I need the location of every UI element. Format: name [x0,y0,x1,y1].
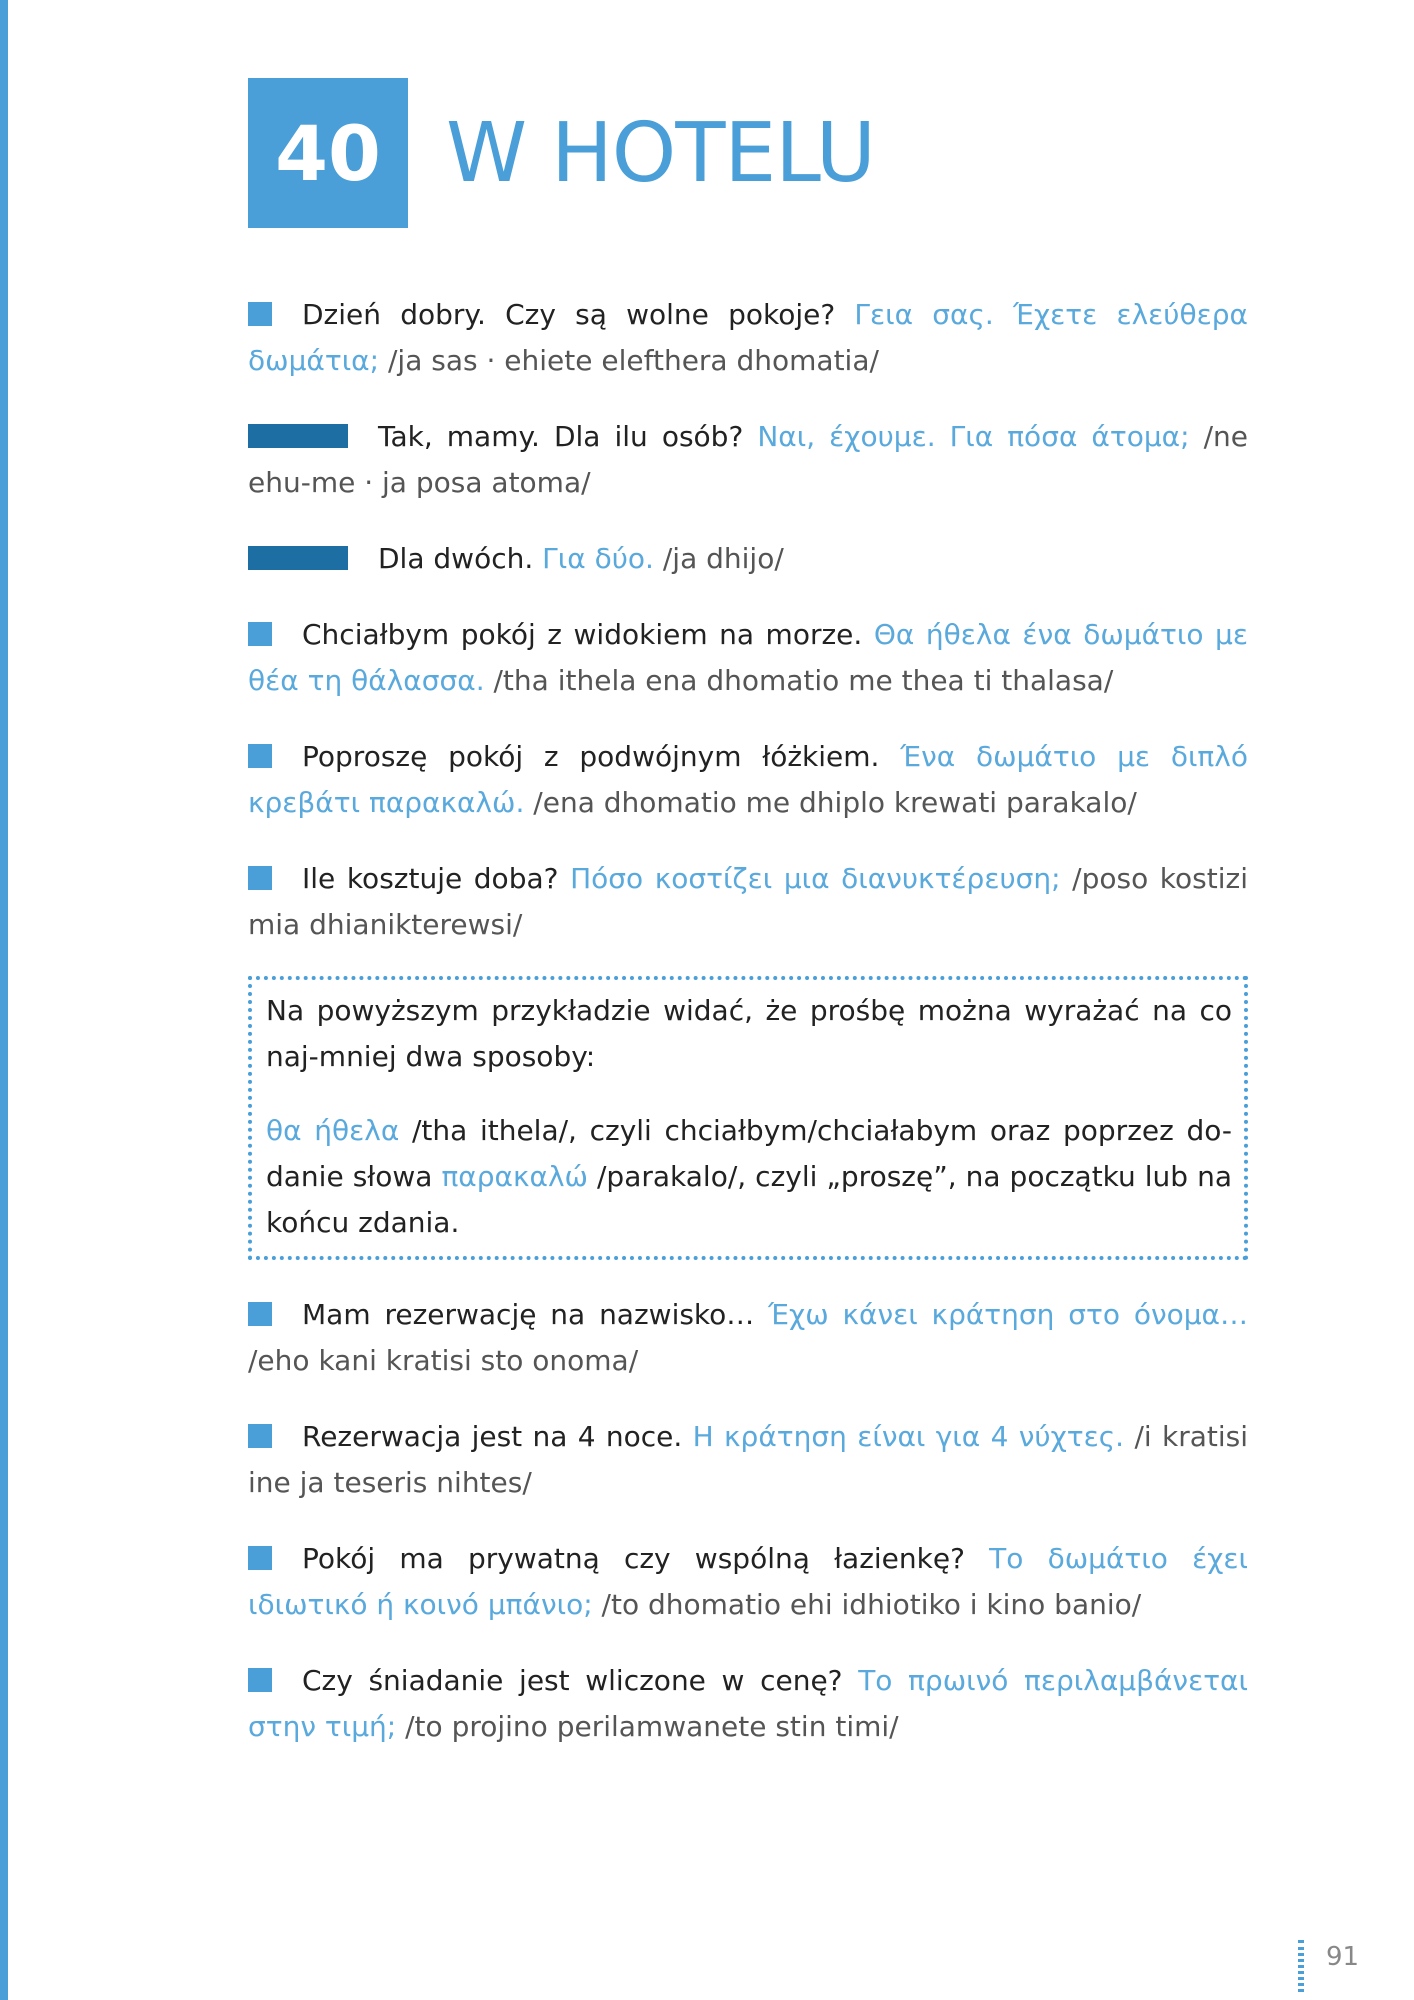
chapter-number: 40 [248,78,408,228]
greek-text: Η κράτηση είναι για 4 νύχτες. [692,1420,1125,1453]
bullet-square-icon [248,744,272,768]
phrase-entry [248,612,1248,704]
left-edge-rule [0,0,8,2000]
polish-text: Poproszę pokój z podwójnym łóżkiem. [302,740,880,773]
phrase-list [248,292,1248,1780]
note-text: /tha ithela/, czyli chciałbym/chciałabym oraz poprzez do-danie słowa [266,1114,1233,1193]
polish-text: Rezerwacja jest na 4 noce. [302,1420,683,1453]
note-text: /parakalo/, czyli „proszę”, na początku lub na końcu zdania. [266,1160,1232,1239]
bullet-square-icon [248,1302,272,1326]
polish-text: Czy śniadanie jest wliczone w cenę? [302,1664,843,1697]
polish-text: Ile kosztuje doba? [302,862,559,895]
bullet-square-icon [248,302,272,326]
greek-text: θα ήθελα [266,1114,400,1147]
chapter-title: W HOTELU [446,105,875,201]
greek-text: Έχω κάνει κράτηση στο όνομα… [768,1298,1248,1331]
phrase-entry [248,292,1248,384]
transliteration-text: /to dhomatio ehi idhiotiko i kino banio/ [601,1588,1142,1621]
phrase-entry [248,734,1248,826]
transliteration-text: /ne ehu-me · ja posa atoma/ [248,420,1249,499]
phrase-entry [248,1536,1248,1628]
phrase-entry [248,856,1248,948]
polish-text: Dzień dobry. Czy są wolne pokoje? [302,298,836,331]
bullet-square-icon [248,1546,272,1570]
transliteration-text: /ja dhijo/ [662,542,784,575]
phrase-entry [248,1292,1248,1384]
greek-text: Ένα δωμάτιο με διπλό κρεβάτι παρακαλώ. [248,740,1248,819]
bullet-square-icon [248,866,272,890]
phrase-entry [248,1658,1248,1750]
transliteration-text: /tha ithela ena dhomatio me thea ti thalasa/ [493,664,1114,697]
greek-text: Για δύο. [542,542,654,575]
polish-text: Mam rezerwację na nazwisko… [302,1298,755,1331]
polish-text: Dla dwóch. [378,542,534,575]
grammar-note-box [248,976,1248,1260]
greek-text: Πόσο κοστίζει μια διανυκτέρευση; [570,862,1061,895]
greek-text: Γεια σας. Έχετε ελεύθερα δωμάτια; [248,298,1248,377]
reply-bar-icon [248,424,348,448]
greek-text: Το πρωινό περιλαμβάνεται στην τιμή; [248,1664,1248,1743]
note-paragraph [266,1108,1232,1246]
transliteration-text: /eho kani kratisi sto onoma/ [248,1344,639,1377]
greek-text: Το δωμάτιο έχει ιδιωτικό ή κοινό μπάνιο; [248,1542,1249,1621]
bullet-square-icon [248,1668,272,1692]
bullet-square-icon [248,1424,272,1448]
transliteration-text: /poso kostizi mia dhianikterewsi/ [248,862,1248,941]
transliteration-text: /ena dhomatio me dhiplo krewati parakalo/ [533,786,1137,819]
greek-text: Θα ήθελα ένα δωμάτιο με θέα τη θάλασσα. [248,618,1248,697]
phrase-entry [248,1414,1248,1506]
polish-text: Tak, mamy. Dla ilu osób? [378,420,744,453]
transliteration-text: /i kratisi ine ja teseris nihtes/ [248,1420,1249,1499]
polish-text: Chciałbym pokój z widokiem na morze. [302,618,863,651]
note-paragraph: Na powyższym przykładzie widać, że prośbę można wyrażać na co naj-mniej dwa sposoby: [266,994,1232,1073]
greek-text: παρακαλώ [441,1160,588,1193]
transliteration-text: /to projino perilamwanete stin timi/ [405,1710,899,1743]
bullet-square-icon [248,622,272,646]
page-number: 91 [1326,1942,1360,1972]
reply-bar-icon [248,546,348,570]
phrase-entry [248,414,1248,506]
phrase-entry [248,536,1248,582]
polish-text: Pokój ma prywatną czy wspólną łazienkę? [302,1542,965,1575]
greek-text: Ναι, έχουμε. Για πόσα άτομα; [757,420,1190,453]
chapter-header [248,78,875,228]
page-marker-icon [1298,1940,1304,1992]
transliteration-text: /ja sas · ehiete elefthera dhomatia/ [387,344,879,377]
